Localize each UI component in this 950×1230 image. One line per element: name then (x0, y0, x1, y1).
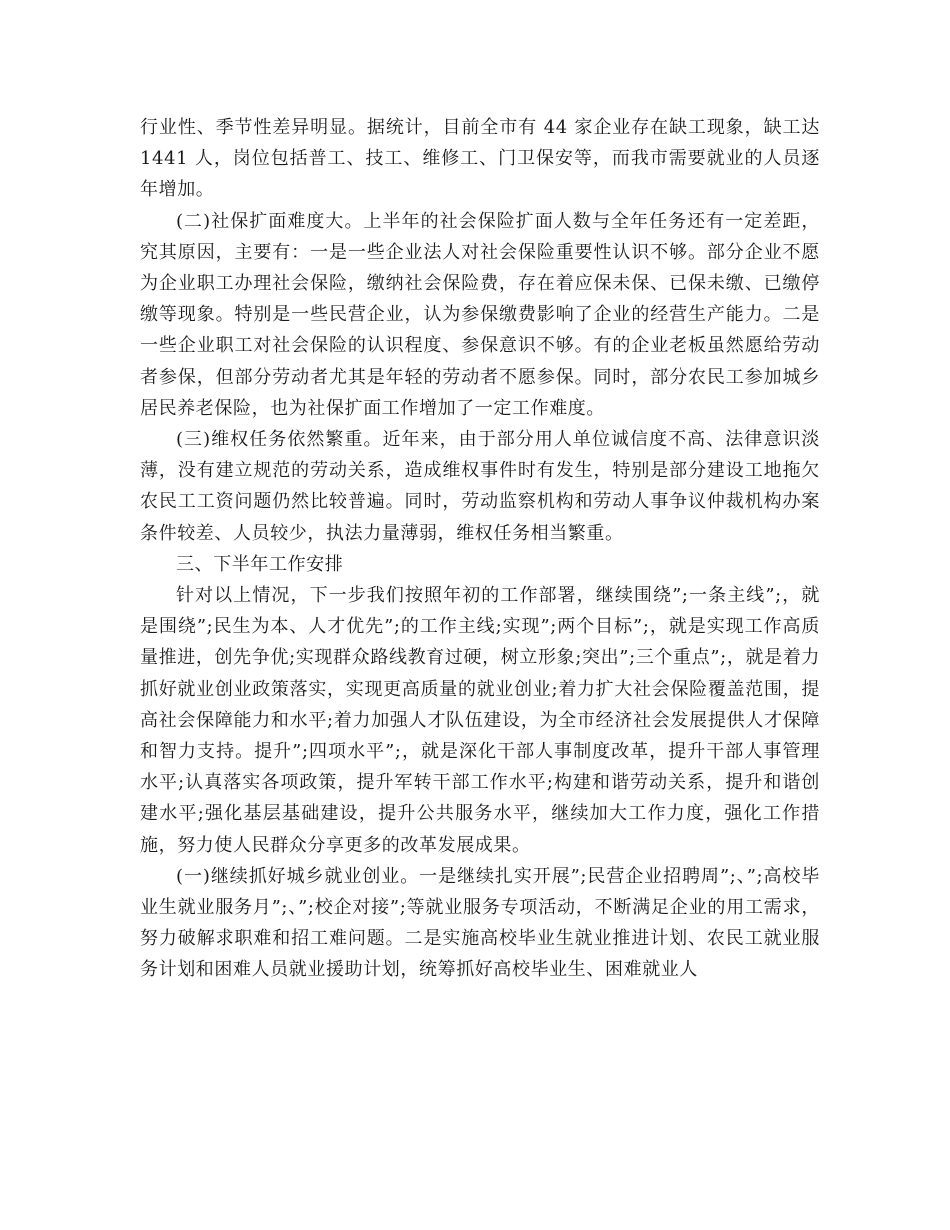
paragraph-employment-creation: (一)继续抓好城乡就业创业。一是继续扎实开展”;民营企业招聘周”;、”;高校毕业生就业服务月”;、”;校企对接”;等就业服务专项活动，不断满足企业的用工需求，努力破解求职难和招工难问题。二是实施高校毕业生就业推进计划、农民工就业服务计划和困难人员就业援助计划，统筹抓好高校毕业生、困难就业人 (140, 865, 820, 981)
paragraph-work-plan: 针对以上情况，下一步我们按照年初的工作部署，继续围绕”;一条主线”;，就是围绕”;民生为本、人才优先”;的工作主线;实现”;两个目标”;，就是实现工作高质量推进，创先争优;实现群众路线教育过硬，树立形象;突出”;三个重点”;，就是着力抓好就业创业政策落实，实现更高质量的就业创业;着力扩大社会保险覆盖范围，提高社会保障能力和水平;着力加强人才队伍建设，为全市经济社会发展提供人才保障和智力支持。提升”;四项水平”;，就是深化干部人事制度改革，提升干部人事管理水平;认真落实各项政策，提升军转干部工作水平;构建和谐劳动关系，提升和谐创建水平;强化基层基础建设，提升公共服务水平，继续加大工作力度，强化工作措施，努力使人民群众分享更多的改革发展成果。 (140, 585, 820, 856)
paragraph-rights-protection: (三)维权任务依然繁重。近年来，由于部分用人单位诚信度不高、法律意识淡薄，没有建立规范的劳动关系，造成维权事件时有发生，特别是部分建设工地拖欠农民工工资问题仍然比较普遍。同时，劳动监察机构和劳动人事争议仲裁机构办案条件较差、人员较少，执法力量薄弱，维权任务相当繁重。 (140, 429, 820, 544)
paragraph-social-insurance: (二)社保扩面难度大。上半年的社会保险扩面人数与全年任务还有一定差距，究其原因，主要有：一是一些企业法人对社会保险重要性认识不够。部分企业不愿为企业职工办理社会保险，缴纳社会保险费，存在着应保未保、已保未缴、已缴停缴等现象。特别是一些民营企业，认为参保缴费影响了企业的经营生产能力。二是一些企业职工对社会保险的认识程度、参保意识不够。有的企业老板虽然愿给劳动者参保，但部分劳动者尤其是年轻的劳动者不愿参保。同时，部分农民工参加城乡居民养老保险，也为社保扩面工作增加了一定工作难度。 (140, 210, 820, 419)
section-heading-second-half-plan: 三、下半年工作安排 (176, 553, 344, 575)
paragraph-employment-gap: 行业性、季节性差异明显。据统计，目前全市有 44 家企业存在缺工现象，缺工达 1441 人，岗位包括普工、技工、维修工、门卫保安等，而我市需要就业的人员逐年增加。 (140, 117, 820, 201)
document-body (140, 112, 820, 986)
